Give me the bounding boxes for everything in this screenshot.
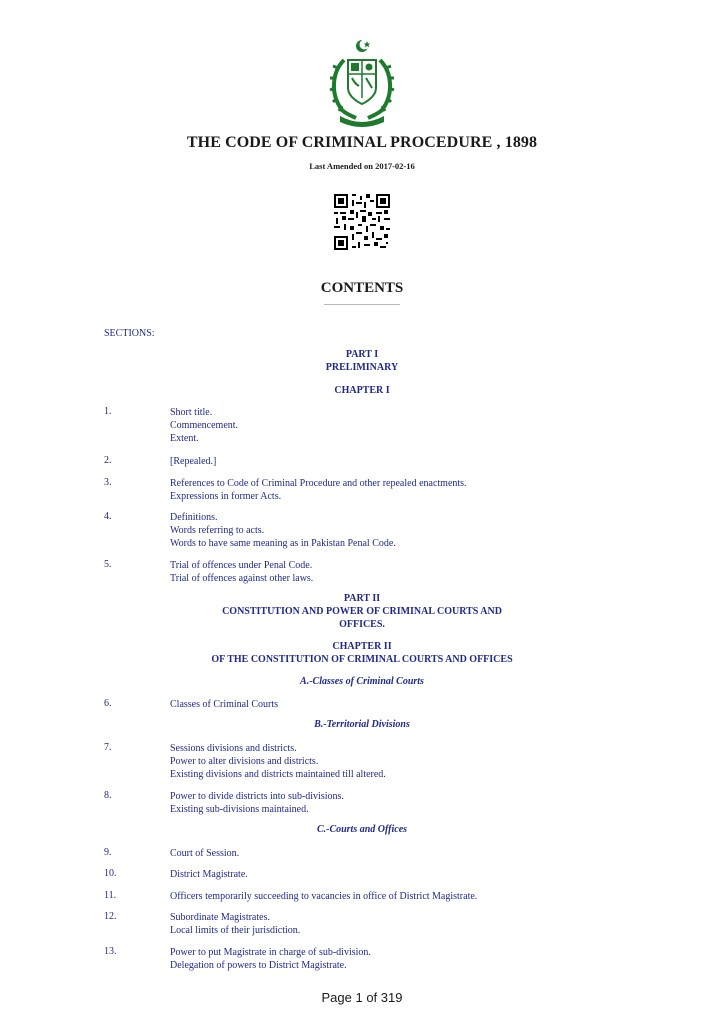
section-number[interactable]: 9. [104,847,112,858]
qr-code-icon [334,194,390,250]
section-title[interactable]: Officers temporarily succeeding to vacancies in office of District Magistrate. [170,891,478,902]
section-entry[interactable] [170,406,610,445]
subheading[interactable]: A.-Classes of Criminal Courts [300,676,424,687]
section-entry[interactable] [170,455,610,468]
section-entry[interactable] [170,911,610,937]
section-title[interactable]: Definitions. [170,512,218,523]
section-number[interactable]: 3. [104,477,112,488]
section-number[interactable]: 8. [104,790,112,801]
section-number[interactable]: 12. [104,911,117,922]
section-number[interactable]: 5. [104,559,112,570]
chapter-name[interactable]: OF THE CONSTITUTION OF CRIMINAL COURTS AND OFFICES [211,654,513,665]
section-number[interactable]: 2. [104,455,112,466]
section-title[interactable]: District Magistrate. [170,869,248,880]
document-title: THE CODE OF CRIMINAL PROCEDURE , 1898 [186,134,538,151]
part-label[interactable]: PART II [343,593,381,604]
section-title[interactable]: [Repealed.] [170,456,217,467]
chapter-label[interactable]: CHAPTER I [334,385,390,396]
section-title[interactable]: Delegation of powers to District Magistrate. [170,960,347,971]
section-title[interactable]: Existing sub-divisions maintained. [170,804,309,815]
page-number: Page 1 of 319 [321,990,403,1005]
section-title[interactable]: References to Code of Criminal Procedure and other repealed enactments. [170,478,467,489]
subheading[interactable]: B.-Territorial Divisions [314,719,410,730]
contents-divider [324,304,400,305]
section-title[interactable]: Expressions in former Acts. [170,491,282,502]
section-title[interactable]: Sessions divisions and districts. [170,743,297,754]
section-title[interactable]: Subordinate Magistrates. [170,912,270,923]
section-entry[interactable] [170,847,610,860]
part-name[interactable]: PRELIMINARY [325,362,399,373]
section-number[interactable]: 6. [104,698,112,709]
section-title[interactable]: Extent. [170,433,199,444]
part-name[interactable]: CONSTITUTION AND POWER OF CRIMINAL COURTS AND [222,606,502,617]
state-emblem-icon [326,38,398,130]
section-entry[interactable] [170,511,610,550]
last-amended-date: Last Amended on 2017-02-16 [309,161,415,171]
section-title[interactable]: Power to put Magistrate in charge of sub-division. [170,947,371,958]
section-title[interactable]: Power to divide districts into sub-divisions. [170,791,344,802]
section-title[interactable]: Short title. [170,407,213,418]
section-entry[interactable] [170,477,610,503]
section-title[interactable]: Power to alter divisions and districts. [170,756,319,767]
section-title[interactable]: Commencement. [170,420,239,431]
section-title[interactable]: Classes of Criminal Courts [170,699,279,710]
section-entry[interactable] [170,790,610,816]
sections-label: SECTIONS: [104,328,155,339]
section-title[interactable]: Existing divisions and districts maintained till altered. [170,769,386,780]
section-title[interactable]: Words to have same meaning as in Pakistan Penal Code. [170,538,396,549]
section-entry[interactable] [170,946,610,972]
subheading[interactable]: C.-Courts and Offices [316,824,408,835]
section-entry[interactable] [170,868,610,881]
section-entry[interactable] [170,890,610,903]
section-entry[interactable] [170,698,610,711]
section-entry[interactable] [170,559,610,585]
section-title[interactable]: Court of Session. [170,848,240,859]
section-number[interactable]: 1. [104,406,112,417]
part-label[interactable]: PART I [345,349,379,360]
section-title[interactable]: Words referring to acts. [170,525,265,536]
section-number[interactable]: 10. [104,868,117,879]
section-title[interactable]: Trial of offences against other laws. [170,573,314,584]
section-title[interactable]: Local limits of their jurisdiction. [170,925,301,936]
chapter-label[interactable]: CHAPTER II [332,641,392,652]
section-number[interactable]: 13. [104,946,117,957]
section-number[interactable]: 4. [104,511,112,522]
contents-heading: CONTENTS [320,280,404,296]
section-entry[interactable] [170,742,610,781]
section-title[interactable]: Trial of offences under Penal Code. [170,560,313,571]
part-name[interactable]: OFFICES. [339,619,385,630]
section-number[interactable]: 11. [104,890,117,901]
section-number[interactable]: 7. [104,742,112,753]
